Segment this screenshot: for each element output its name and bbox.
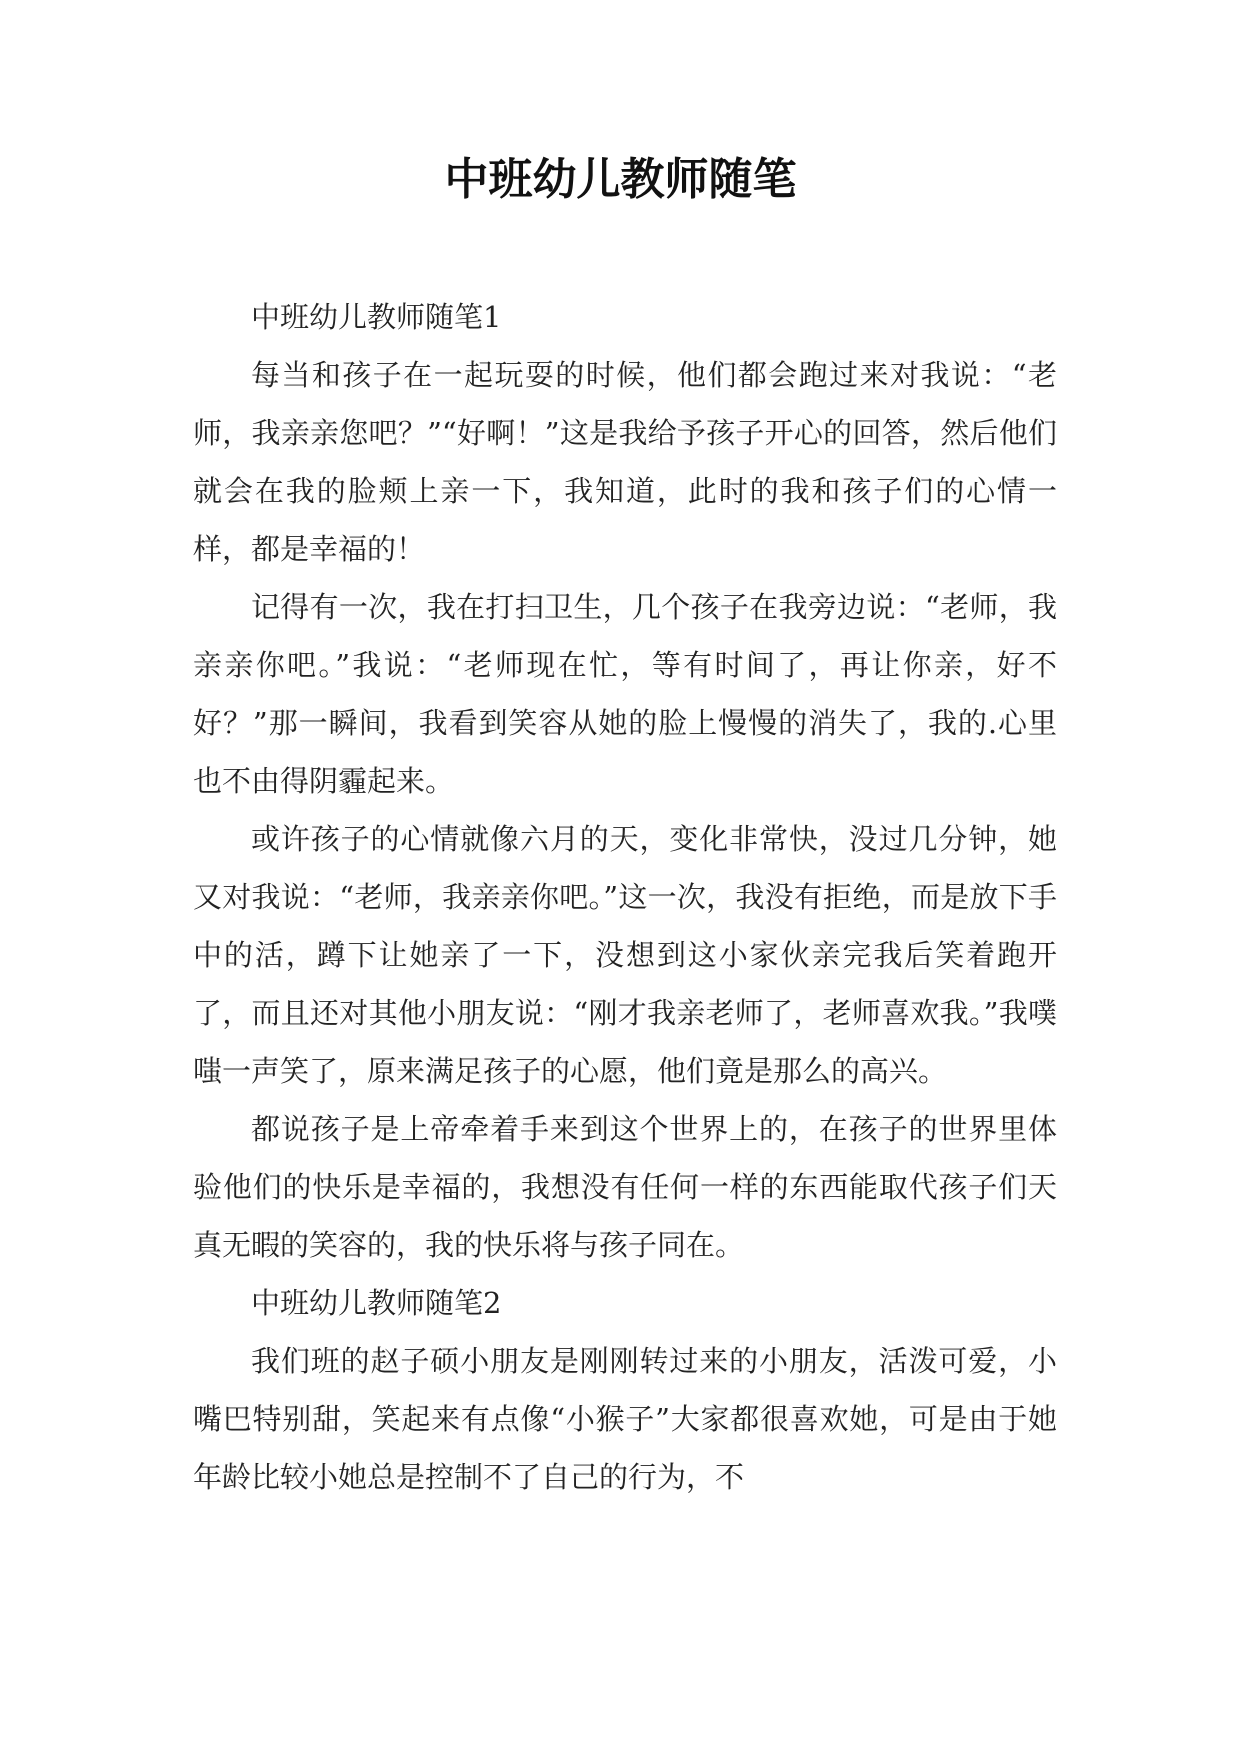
- body-paragraph: 记得有一次，我在打扫卫生，几个孩子在我旁边说：“老师，我亲亲你吧。”我说：“老师现在忙，等有时间了，再让你亲，好不好？”那一瞬间，我看到笑容从她的脸上慢慢的消失了，我的.心里也不由得阴霾起来。: [193, 590, 1057, 798]
- document-title: 中班幼儿教师随笔: [444, 154, 797, 205]
- body-paragraph: 或许孩子的心情就像六月的天，变化非常快，没过几分钟，她又对我说：“老师，我亲亲你吧。”这一次，我没有拒绝，而是放下手中的活，蹲下让她亲了一下，没想到这小家伙亲完我后笑着跑开了，而且还对其他小朋友说：“刚才我亲老师了，老师喜欢我。”我噗嗤一声笑了，原来满足孩子的心愿，他们竟是那么的高兴。: [193, 822, 1057, 1088]
- document-body: [193, 288, 1057, 1506]
- section-heading-2: 中班幼儿教师随笔2: [251, 1286, 502, 1320]
- body-paragraph: 都说孩子是上帝牵着手来到这个世界上的，在孩子的世界里体验他们的快乐是幸福的，我想没有任何一样的东西能取代孩子们天真无暇的笑容的，我的快乐将与孩子同在。: [193, 1112, 1057, 1262]
- section-heading-1: 中班幼儿教师随笔1: [251, 300, 502, 334]
- body-paragraph: 每当和孩子在一起玩耍的时候，他们都会跑过来对我说：“老师，我亲亲您吧？”“好啊！”这是我给予孩子开心的回答，然后他们就会在我的脸颊上亲一下，我知道，此时的我和孩子们的心情一样，都是幸福的！: [193, 358, 1057, 566]
- body-paragraph: 我们班的赵子硕小朋友是刚刚转过来的小朋友，活泼可爱，小嘴巴特别甜，笑起来有点像“小猴子”大家都很喜欢她，可是由于她年龄比较小她总是控制不了自己的行为，不: [193, 1344, 1057, 1494]
